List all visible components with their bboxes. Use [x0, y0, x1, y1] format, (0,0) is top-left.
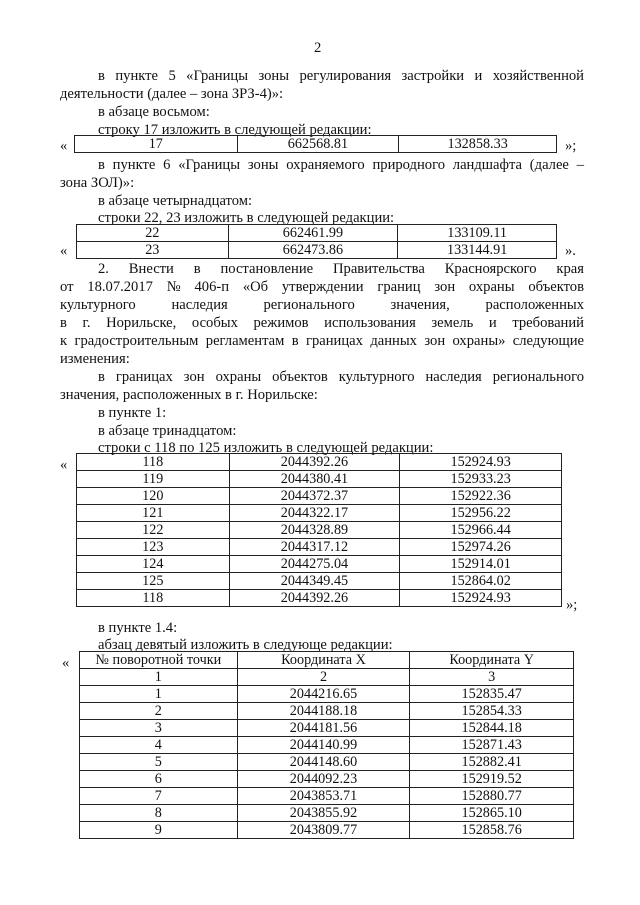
coordinate-x-cell: 2044349.45: [229, 573, 400, 590]
header-point-number: № поворотной точки: [80, 652, 238, 669]
page-number: 2: [314, 40, 322, 56]
coordinate-y-cell: 152880.77: [410, 788, 574, 805]
table-row: [77, 225, 557, 242]
coordinate-y-cell: 152882.41: [410, 754, 574, 771]
table-4-open-quote: «: [62, 655, 70, 671]
point-number-cell: 5: [80, 754, 238, 771]
table-row: [80, 788, 574, 805]
point-number-cell: 121: [77, 505, 230, 522]
coordinate-x-cell: 2044322.17: [229, 505, 400, 522]
coordinate-y-cell: 152933.23: [400, 471, 562, 488]
coordinate-y-cell: 152974.26: [400, 539, 562, 556]
coordinate-x-cell: 2044181.56: [237, 720, 410, 737]
point-number-cell: 1: [80, 686, 238, 703]
paragraph-3-line: изменения:: [60, 351, 130, 367]
point-number-cell: 4: [80, 737, 238, 754]
point-number-cell: 124: [77, 556, 230, 573]
table-3-close-quote: »;: [566, 597, 578, 613]
column-number: 2: [237, 669, 410, 686]
point-number-cell: 119: [77, 471, 230, 488]
coordinate-x-cell: 2044392.26: [229, 454, 400, 471]
paragraph-1-line-1: в пункте 5 «Границы зоны регулирования застройки и хозяйственной: [98, 68, 584, 84]
point-number-cell: 23: [77, 242, 229, 259]
table-4: [79, 651, 574, 839]
table-1-close-quote: »;: [565, 138, 577, 154]
coordinate-x-cell: 2043853.71: [237, 788, 410, 805]
table-2: [76, 224, 557, 259]
coordinate-y-cell: 152864.02: [400, 573, 562, 590]
column-number: 1: [80, 669, 238, 686]
table-row: [80, 720, 574, 737]
table-row: [75, 136, 557, 153]
point-number-cell: 123: [77, 539, 230, 556]
coordinate-x-cell: 2044392.26: [229, 590, 400, 607]
table-row: [77, 454, 562, 471]
point-number-cell: 118: [77, 590, 230, 607]
paragraph-3-line: к градостроительным регламентам в границах данных зон охраны» следующие: [60, 333, 584, 349]
paragraph-4-line-1: в границах зон охраны объектов культурного наследия регионального: [98, 369, 584, 385]
coordinate-y-cell: 152919.52: [410, 771, 574, 788]
table-row: [80, 754, 574, 771]
table-row: [77, 242, 557, 259]
coordinate-x-cell: 662568.81: [237, 136, 399, 153]
paragraph-2-line-3: в абзаце четырнадцатом:: [98, 193, 253, 209]
coordinate-x-cell: 2044140.99: [237, 737, 410, 754]
coordinate-y-cell: 152844.18: [410, 720, 574, 737]
table-3: [76, 453, 562, 607]
paragraph-4-line-2: значения, расположенных в г. Норильске:: [60, 387, 318, 403]
coordinate-y-cell: 132858.33: [399, 136, 557, 153]
table-3-open-quote: «: [60, 457, 68, 473]
table-4-column-number-row: [80, 669, 574, 686]
table-row: [80, 805, 574, 822]
table-row: [77, 488, 562, 505]
point-number-cell: 7: [80, 788, 238, 805]
coordinate-y-cell: 133144.91: [398, 242, 557, 259]
table-row: [77, 539, 562, 556]
coordinate-y-cell: 133109.11: [398, 225, 557, 242]
column-number: 3: [410, 669, 574, 686]
paragraph-4-line-5: строки с 118 по 125 изложить в следующей редакции:: [98, 440, 434, 456]
point-number-cell: 118: [77, 454, 230, 471]
paragraph-3-line: от 18.07.2017 № 406-п «Об утверждении границ зон охраны объектов: [60, 279, 584, 295]
point-number-cell: 8: [80, 805, 238, 822]
point-number-cell: 9: [80, 822, 238, 839]
coordinate-x-cell: 2044328.89: [229, 522, 400, 539]
point-number-cell: 2: [80, 703, 238, 720]
point-number-cell: 120: [77, 488, 230, 505]
paragraph-1-line-2: деятельности (далее – зона ЗРЗ-4)»:: [60, 86, 284, 102]
header-coordinate-x: Координата X: [237, 652, 410, 669]
table-row: [77, 556, 562, 573]
table-row: [80, 703, 574, 720]
coordinate-y-cell: 152966.44: [400, 522, 562, 539]
paragraph-3-line: культурного наследия регионального значения, расположенных: [60, 297, 584, 313]
paragraph-1-line-4: строку 17 изложить в следующей редакции:: [98, 122, 372, 138]
point-number-cell: 3: [80, 720, 238, 737]
coordinate-x-cell: 2043855.92: [237, 805, 410, 822]
coordinate-y-cell: 152835.47: [410, 686, 574, 703]
table-row: [77, 471, 562, 488]
paragraph-2-line-4: строки 22, 23 изложить в следующей редакции:: [98, 210, 395, 226]
coordinate-x-cell: 2044275.04: [229, 556, 400, 573]
coordinate-x-cell: 2044092.23: [237, 771, 410, 788]
point-number-cell: 125: [77, 573, 230, 590]
coordinate-y-cell: 152858.76: [410, 822, 574, 839]
point-number-cell: 6: [80, 771, 238, 788]
table-row: [77, 522, 562, 539]
coordinate-y-cell: 152924.93: [400, 454, 562, 471]
coordinate-y-cell: 152854.33: [410, 703, 574, 720]
paragraph-2-line-1: в пункте 6 «Границы зоны охраняемого природного ландшафта (далее –: [98, 157, 584, 173]
paragraph-3-line: 2. Внести в постановление Правительства Красноярского края: [98, 261, 584, 277]
paragraph-5-line-2: абзац девятый изложить в следующе редакции:: [98, 637, 393, 653]
table-2-close-quote: ».: [565, 243, 576, 259]
coordinate-x-cell: 2044188.18: [237, 703, 410, 720]
point-number-cell: 122: [77, 522, 230, 539]
paragraph-4-line-4: в абзаце тринадцатом:: [98, 423, 237, 439]
coordinate-x-cell: 2044380.41: [229, 471, 400, 488]
point-number-cell: 22: [77, 225, 229, 242]
point-number-cell: 17: [75, 136, 238, 153]
coordinate-y-cell: 152871.43: [410, 737, 574, 754]
table-2-open-quote: «: [60, 243, 68, 259]
paragraph-4-line-3: в пункте 1:: [98, 405, 167, 421]
table-1-open-quote: «: [60, 138, 68, 154]
header-coordinate-y: Координата Y: [410, 652, 574, 669]
paragraph-2-line-2: зона ЗОЛ)»:: [60, 175, 135, 191]
coordinate-x-cell: 2044148.60: [237, 754, 410, 771]
table-row: [80, 686, 574, 703]
coordinate-x-cell: 662473.86: [228, 242, 398, 259]
coordinate-y-cell: 152956.22: [400, 505, 562, 522]
coordinate-y-cell: 152924.93: [400, 590, 562, 607]
coordinate-y-cell: 152865.10: [410, 805, 574, 822]
coordinate-x-cell: 2044216.65: [237, 686, 410, 703]
coordinate-x-cell: 662461.99: [228, 225, 398, 242]
table-row: [80, 822, 574, 839]
coordinate-y-cell: 152922.36: [400, 488, 562, 505]
coordinate-y-cell: 152914.01: [400, 556, 562, 573]
paragraph-1-line-3: в абзаце восьмом:: [98, 104, 210, 120]
table-4-header-row: [80, 652, 574, 669]
table-1: [74, 135, 557, 153]
paragraph-5-line-1: в пункте 1.4:: [98, 620, 178, 636]
coordinate-x-cell: 2043809.77: [237, 822, 410, 839]
table-row: [80, 737, 574, 754]
paragraph-3-line: в г. Норильске, особых режимов использования земель и требований: [60, 315, 584, 331]
table-row: [77, 573, 562, 590]
table-row: [77, 505, 562, 522]
table-row: [80, 771, 574, 788]
coordinate-x-cell: 2044317.12: [229, 539, 400, 556]
table-row: [77, 590, 562, 607]
coordinate-x-cell: 2044372.37: [229, 488, 400, 505]
